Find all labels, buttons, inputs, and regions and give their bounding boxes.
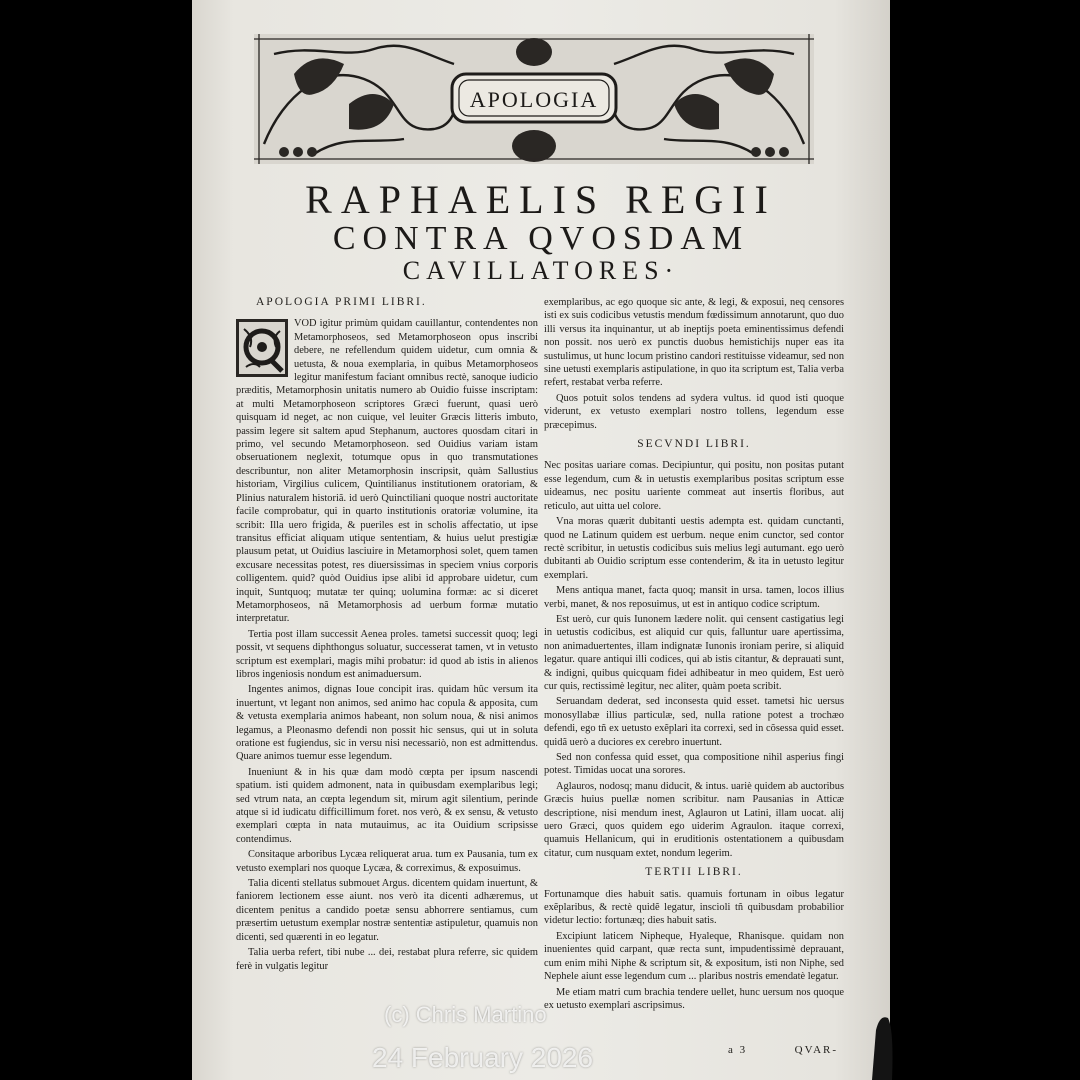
paragraph: Nec positas uariare comas. Decipiuntur, qui positu, non positas putant esse legendum, cum & in uetustis exemplaribus positas scriptum esse uideamus, nec positu uariente commeat aut insertis floribus, aut reticulo, aut uitta uel colore. bbox=[544, 460, 844, 512]
pen-tip-icon bbox=[866, 1010, 896, 1080]
decorated-initial-q-icon bbox=[236, 319, 288, 377]
paragraph: Tertia post illam successit Aenea proles. tametsi successit quoq; legi possit, vt sequens diphthongus soluatur, successerat tamen, vt in vetusto scriptum est exemplari, magis mihi probatur: id quod ab istis in alienos libros ingeniosis nondum est animaduersum. bbox=[236, 628, 538, 680]
signature-mark: a 3 bbox=[728, 1044, 748, 1056]
book-page bbox=[192, 0, 890, 1080]
page-footer bbox=[728, 1044, 838, 1056]
section-heading-book-3: TERTII LIBRI. bbox=[645, 866, 743, 879]
ornamental-headpiece bbox=[254, 34, 814, 164]
paragraph: Ingentes animos, dignas Ioue concipit iras. quidam hûc versum ita inuertunt, vt legant non animos, sed animo hac copula & apposita, cum & vetusta exemplaria animos habeant, non solum noua, & nisi animos legamus, a Pleonasmo defendi non possit hic sensus, qui ut in soluta oratione est fugiendus, sic in versu nisi necessariò, non est admittendus. Quare animos tuemur esse legendum. bbox=[236, 684, 538, 763]
paragraph: exemplaribus, ac ego quoque sic ante, & legi, & exposui, neq censores isti ex suis codicibus vetustis mendum fœdissimum annotarunt, quo duo illi versus ita inquinantur, ut ab ineptijs poeta eminentissimus defendi non possit. nos uerò ex punctis duobus hemistichijs nuper eas ita sustulimus, ut hunc locum pristino candori restituisse videamur, sed non sine uetusti exemplaris astipulatione, in quo ita scriptum est, Talia verba refert, restabat verba referre. bbox=[544, 297, 845, 389]
paragraph: Fortunamque dies habuit satis. quamuis fortunam in oibus legatur exẽplaribus, & rectè quidẽ legatur, inscioli tñ quibusdam probabilior videtur lectio: fortunæq; dies habuit satis. bbox=[544, 888, 844, 927]
catchword: QVAR- bbox=[794, 1044, 839, 1056]
headpiece-label: APOLOGIA bbox=[469, 87, 599, 112]
watermark-date: 24 February 2026 bbox=[372, 1042, 594, 1073]
paragraph: Excipiunt laticem Nipheque, Hyaleque, Rhanisque. quidam non inuenientes quid carpant, quæ recta sunt, impudentissimè deprauant, cum enim mihi Niphe & scriptum sit, & expositum, isti non Niphe, sed Nephele aiunt esse legendum cum ... plaribus nostris emendatè legatur. bbox=[544, 930, 844, 983]
title-line-1: RAPHAELIS REGII bbox=[305, 177, 777, 222]
right-column bbox=[544, 296, 844, 1014]
watermark-copyright: (c) Chris Martino bbox=[384, 1002, 547, 1027]
paragraph: Quos potuit solos tendens ad sydera vultus. id quod isti quoque viderunt, ex vetusto exemplari nostro tollens, legendum esse præcepimus. bbox=[544, 392, 844, 431]
paragraph: Talia uerba refert, tibi nube ... dei, restabat plura referre, sic quidem ferè in vulgatis legitur bbox=[236, 947, 538, 972]
section-heading-book-2: SECVNDI LIBRI. bbox=[637, 438, 751, 451]
paragraph: Est uerò, cur quis Iunonem lædere nolit. qui censent castigatius legi in uetustis codicibus, est aliquid cur quis, falluntur uare apertissima, non animaduertentes, illam indignatæ Iunonis ironiam perire, si aliquid legatur. quare antiqui illi codices, qui ab istis citantur, & deprauati sunt, & indigni, quibus quicquam fidei adhibeatur in meo quidem, Est uerò cur quis, rectissimè legitur, nec aliter, quàm poeta scribit. bbox=[544, 613, 844, 692]
paragraph: Talia dicenti stellatus submouet Argus. dicentem quidam inuertunt, & faniorem lectionem esse aiunt. nos verò ita dicenti adhæremus, ut dicentem penitus a candido poetæ sensu abhorrere sentiamus, cum præsertim uetustum exemplar nostræ sententiæ astipuletur, quamuis non dicenti, sed quærenti in eo legatur. bbox=[236, 878, 538, 943]
title-line-2: CONTRA QVOSDAM bbox=[332, 220, 750, 257]
paragraph: Me etiam matri cum brachia tendere uellet, hunc uersum nos quoque ex uetusto exemplari ascripsimus. bbox=[544, 986, 844, 1011]
section-heading-book-1: APOLOGIA PRIMI LIBRI. bbox=[256, 296, 427, 308]
paragraph: Inueniunt & in his quæ dam modò cœpta per ipsum nascendi spatium. isti quidem admonent, nata in quibusdam exemplaribus legi; sed vtrum nata, an cœpta legendum sit, mirum agit silentium, perinde atque si id iudicatu difficillimum foret. nos verò, & ex sensu, & vetusto exemplari cœpta in nata mutauimus, ac ita Ouidium scripsisse contendimus. bbox=[236, 766, 538, 845]
title-line-3: CAVILLATORES· bbox=[402, 256, 680, 285]
paragraph: Mens antiqua manet, facta quoq; mansit in ursa. tamen, locos illius verbi, manet, & nos reposuimus, ut est in antiquo codice scriptum. bbox=[544, 585, 844, 610]
paragraph: Sed non confessa quid esset, qua compositione nihil asperius fingi potest. Timidas uocat una sorores. bbox=[544, 752, 844, 777]
paragraph: Seruandam dederat, sed inconsesta quid esset. tametsi hic uersus monosyllabæ illius particulæ, sed, nulla ratione potest a trochæo defendi, ego tñ ex uetusto exẽplari ita correxi, sed in cõsessa quid esset. quidã uerò a duciores ex cerebro inuertunt. bbox=[544, 696, 844, 748]
left-column bbox=[236, 296, 538, 975]
paragraph: Consitaque arboribus Lycæa reliquerat arua. tum ex Pausania, tum ex vetusto exemplari nos quoque Lycæa, & correximus, & exposuimus. bbox=[236, 849, 538, 874]
paragraph: Vna moras quærit dubitanti uestis adempta est. quidam cunctanti, quod ne Latinum quidem est uerbum. neque enim cunctor, sed contor rectè scribitur, in uetustis codicibus suis melius legi autumant. ego uerò dubitanti ab Ouidio scriptum esse contenderim, & ita in uetusto legitur exemplari. bbox=[544, 516, 844, 581]
paragraph-intro: VOD igitur primùm quidam cauillantur, contendentes non Metamorphoseos, sed Metamorphoseon opus inscribi debere, ne refellendum quidem uidetur, cum omnia & uetusta, & noua exemplaria, in quibus Metamorphoseos legitur manifestum faciant omnibus rectè, sanoque iudicio præditis, Metamorphosin unitatis numero ab Ouidio fuisse inscriptam: at multi Metamorphoseon scriptores Græci fuerunt, quasi uerò quisquam id neget, ac non cuique, vel leuiter Græcis litteris imbuto, passim legere sit saltem apud Stephanum, auctores quosdam citari in primo, vel secundo Metamorphoseon. sed Ouidius variam istam obseruationem neglexit, totumque opus in quo transmutationes describuntur, non aliter Metamorphosin inscripsit, quàm Sallustius historiam, Virgilius culicem, Quintilianus institutionem oratoriam, & Plinius naturalem historiã. id uerò Quinctiliani quoque nostri auctoritate facile comprobatur, qui in quarto institutionis oratoriæ volumine, ita scribit: Illa uero frigida, & pueriles est in scholis affectatio, ut ipse transitus efficiat aliquam utique sententiam, & huius uelut prestigiæ plausum petat, ut Ouidius lasciuire in Metamorphosi solet, quem tamen excusare necessitas potest, res diuersissimas in speciem vnius corporis colligentem. quid? quòd Ouidius ipse alibi id approbare uidetur, cum inquit, Suntquoq; mutatæ ter quinq; uolumina formæ: ac si diceret Metamorphoseos, nã Metamorphosis ad uerbum formæ mutatio interpretatur. bbox=[236, 318, 538, 625]
paragraph: Aglauros, nodosq; manu diducit, & intus. uariè quidem ab auctoribus Græcis huius puellæ nomen scribitur. nam Pausanias in Atticæ descriptione, nisi mendum inest, Aglauron ut Latini, illam uocat. alij uero Græci, quos quidem ego uiderim Agraulon. itaque correxi, quamuis Hellanicum, qui in eruditionis ostentationem a quibusdam citatur, cum nusquam extet, nondum legerim. bbox=[544, 780, 844, 859]
